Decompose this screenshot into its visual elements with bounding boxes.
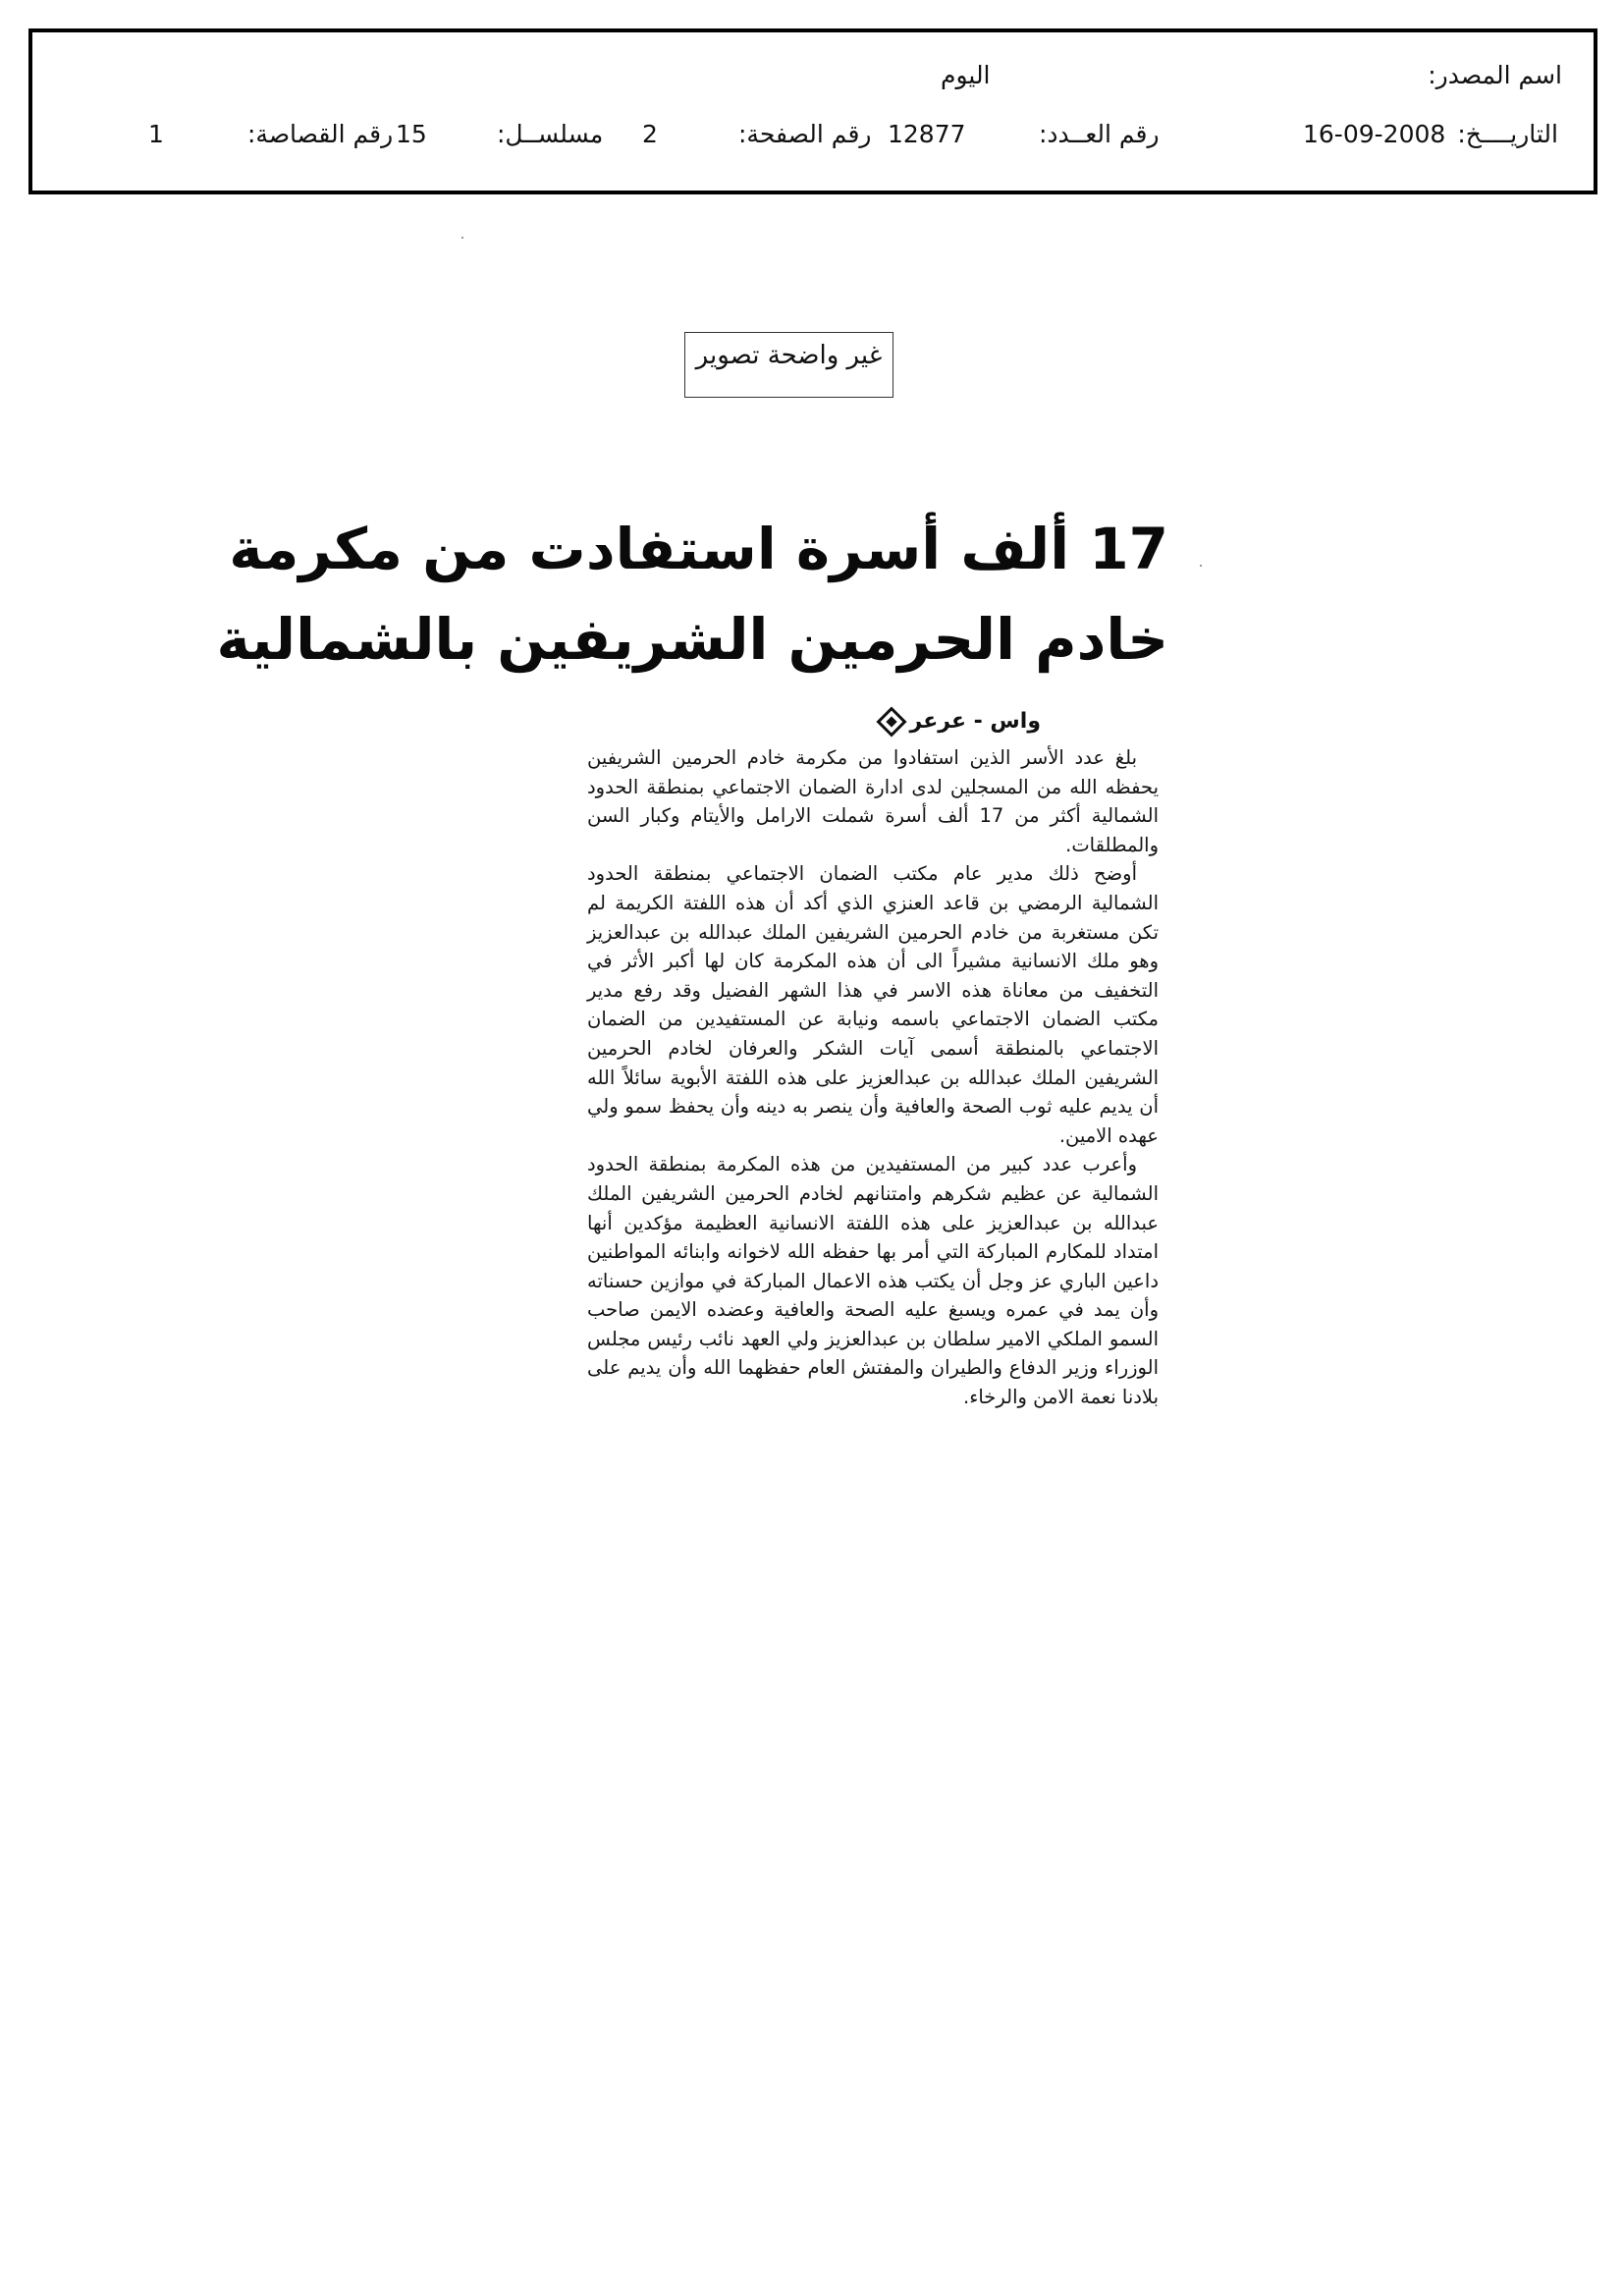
serial-label: مسلســل: <box>497 120 604 148</box>
clip-label: رقم القصاصة: <box>247 120 394 148</box>
serial-value: 15 <box>396 120 427 148</box>
byline <box>805 709 1041 742</box>
article-paragraph: وأعرب عدد كبير من المستفيدين من هذه المكرمة بمنطقة الحدود الشمالية عن عظيم شكرهم وامتنانهم لخادم الحرمين الشريفين الملك عبدالله بن عبدالعزيز على هذه اللفتة الانسانية العظيمة مؤكدين أنها امتداد للمكارم المباركة التي أمر بها حفظه الله لاخوانه وابنائه المواطنين داعين الباري عز وجل أن يكتب هذه الاعمال المباركة في موازين حسناته وأن يمد في عمره ويسبغ عليه الصحة والعافية وعضده الايمن صاحب السمو الملكي الامير سلطان بن عبدالعزيز ولي العهد نائب رئيس مجلس الوزراء وزير الدفاع والطيران والمفتش العام حفظهما الله وأن يديم على بلادنا نعمة الامن والرخاء. <box>587 1153 1159 1409</box>
clip-value: 1 <box>148 120 164 148</box>
date-label: التاريــــخ: <box>1457 120 1558 148</box>
article-body <box>587 743 1159 1412</box>
source-label: اسم المصدر: <box>1428 61 1562 89</box>
headline-line-2: خادم الحرمين الشريفين بالشمالية <box>216 606 1168 673</box>
scan-speck <box>461 237 463 239</box>
byline-text: واس - عرعر <box>909 709 1041 734</box>
page-label: رقم الصفحة: <box>738 120 872 148</box>
date-value: 16-09-2008 <box>1303 120 1446 148</box>
metadata-header-box <box>28 28 1597 194</box>
issue-value: 12877 <box>888 120 966 148</box>
unclear-copy-stamp: غير واضحة تصوير <box>684 332 893 398</box>
article-paragraph: بلغ عدد الأسر الذين استفادوا من مكرمة خادم الحرمين الشريفين يحفظه الله من المسجلين لدى ادارة الضمان الاجتماعي بمنطقة الحدود الشمالية أكثر من 17 ألف أسرة شملت الارامل والأيتام وكبار السن والمطلقات. <box>587 746 1159 856</box>
scan-speck <box>1200 565 1202 567</box>
headline-line-1: 17 ألف أسرة استفادت من مكرمة <box>229 516 1168 582</box>
article-paragraph: أوضح ذلك مدير عام مكتب الضمان الاجتماعي بمنطقة الحدود الشمالية الرمضي بن قاعد العنزي الذي أكد أن هذه اللفتة الكريمة لم تكن مستغربة من خادم الحرمين الشريفين الملك عبدالله بن عبدالعزيز وهو ملك الانسانية مشيراً الى أن هذه المكرمة كان لها أكبر الأثر في التخفيف من معاناة هذه الاسر في هذا الشهر الفضيل وقد رفع مدير مكتب الضمان الاجتماعي باسمه ونيابة عن المستفيدين من الضمان الاجتماعي بالمنطقة أسمى آيات الشكر والعرفان لخادم الحرمين الشريفين الملك عبدالله بن عبدالعزيز على هذه اللفتة الأبوية سائلاً الله أن يديم عليه ثوب الصحة والعافية وأن ينصر به دينه وأن يحفظ سمو ولي عهده الامين. <box>587 862 1159 1147</box>
page-value: 2 <box>642 120 658 148</box>
agency-logo-icon <box>876 706 906 737</box>
source-value: اليوم <box>941 61 991 89</box>
issue-label: رقم العــدد: <box>1039 120 1160 148</box>
